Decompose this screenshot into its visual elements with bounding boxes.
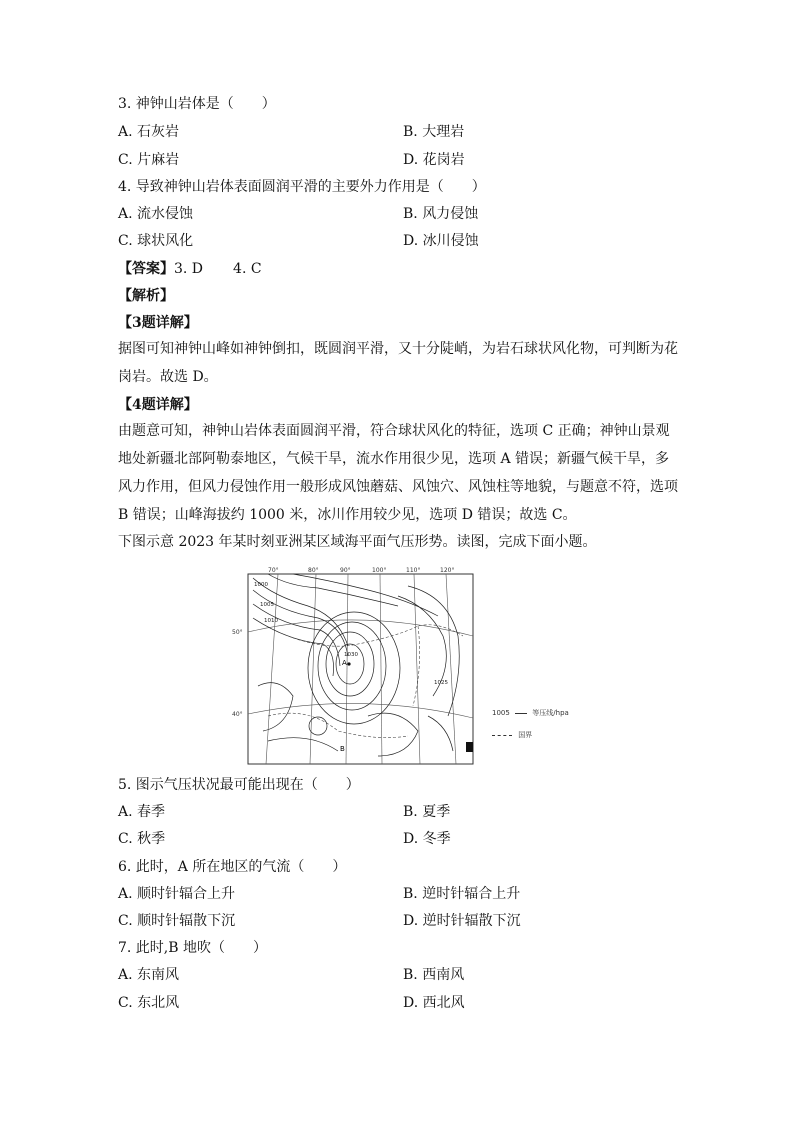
- question-4-stem: 4. 导致神钟山岩体表面圆润平滑的主要外力作用是（ ）: [118, 179, 486, 195]
- q5-option-c[interactable]: C. 秋季: [118, 831, 166, 847]
- legend-isobar-sample: 1005: [492, 709, 510, 717]
- q6-option-b[interactable]: B. 逆时针辐合上升: [403, 886, 521, 902]
- detail-3-label: 【3题详解】: [118, 315, 198, 331]
- detail-4-line: 由题意可知，神钟山岩体表面圆润平滑，符合球状风化的特征，选项 C 正确；神钟山景观: [118, 423, 670, 439]
- isobar-label: 1030: [344, 652, 358, 658]
- lat-label: 50°: [232, 629, 243, 636]
- lon-label: 80°: [308, 567, 319, 574]
- question-6-stem: 6. 此时，A 所在地区的气流（ ）: [118, 859, 347, 875]
- isobar-map: [232, 566, 488, 766]
- q4-option-d[interactable]: D. 冰川侵蚀: [403, 233, 479, 249]
- isobar-label: 1025: [434, 680, 448, 686]
- isobar-label: 1005: [260, 602, 274, 608]
- q6-option-a[interactable]: A. 顺时针辐合上升: [118, 886, 236, 902]
- legend-border-label: 国界: [518, 731, 533, 739]
- detail-4-line: 风力作用，但风力侵蚀作用一般形成风蚀蘑菇、风蚀穴、风蚀柱等地貌，与题意不符，选项: [118, 479, 678, 495]
- detail-4-text: [118, 417, 678, 529]
- answer-4: 4. C: [233, 261, 262, 277]
- detail-3-text: [118, 335, 678, 391]
- detail-4-line: B 错误；山峰海拔约 1000 米，冰川作用较少见，选项 D 错误；故选 C。: [118, 507, 577, 523]
- answer-label: 【答案】: [118, 261, 174, 277]
- map-corner-mark: [466, 742, 473, 752]
- q5-option-a[interactable]: A. 春季: [118, 804, 166, 820]
- q3-option-b[interactable]: B. 大理岩: [403, 124, 465, 140]
- map-intro: 下图示意 2023 年某时刻亚洲某区域海平面气压形势。读图，完成下面小题。: [118, 534, 597, 550]
- point-a-label: A: [342, 659, 347, 667]
- lon-label: 90°: [340, 567, 351, 574]
- q7-option-a[interactable]: A. 东南风: [118, 967, 180, 983]
- question-5-stem: 5. 图示气压状况最可能出现在（ ）: [118, 777, 360, 793]
- lon-label: 120°: [440, 567, 455, 574]
- q3-option-d[interactable]: D. 花岗岩: [403, 152, 465, 168]
- q7-option-d[interactable]: D. 西北风: [403, 995, 465, 1011]
- question-7-stem: 7. 此时,B 地吹（ ）: [118, 940, 267, 956]
- isobar-label: 1010: [264, 618, 278, 624]
- detail-4-label: 【4题详解】: [118, 397, 198, 413]
- analysis-label: 【解析】: [118, 288, 174, 304]
- q7-option-b[interactable]: B. 西南风: [403, 967, 465, 983]
- legend-isobar-label: 等压线/hpa: [532, 709, 569, 717]
- lon-label: 100°: [372, 567, 387, 574]
- q6-option-c[interactable]: C. 顺时针辐散下沉: [118, 913, 236, 929]
- lon-label: 70°: [268, 567, 279, 574]
- answer-3: 3. D: [174, 261, 204, 277]
- lon-label: 110°: [406, 567, 421, 574]
- legend-border: [492, 730, 532, 740]
- detail-3-line: 据图可知神钟山峰如神钟倒扣，既圆润平滑，又十分陡峭，为岩石球状风化物，可判断为花: [118, 341, 678, 357]
- question-3-stem: 3. 神钟山岩体是（ ）: [118, 96, 276, 112]
- detail-4-line: 地处新疆北部阿勒泰地区，气候干旱，流水作用很少见，选项 A 错误；新疆气候干旱，多: [118, 451, 670, 467]
- lat-label: 40°: [232, 711, 243, 718]
- point-b-label: B: [340, 745, 345, 753]
- detail-3-line: 岗岩。故选 D。: [118, 369, 218, 385]
- q4-option-b[interactable]: B. 风力侵蚀: [403, 206, 479, 222]
- q7-option-c[interactable]: C. 东北风: [118, 995, 180, 1011]
- legend-isobar: [492, 708, 569, 718]
- lon-labels: [268, 567, 454, 574]
- answer-line: [118, 259, 262, 279]
- point-a-marker: [347, 662, 350, 665]
- q5-option-b[interactable]: B. 夏季: [403, 804, 451, 820]
- q3-option-a[interactable]: A. 石灰岩: [118, 124, 180, 140]
- lat-labels: [232, 629, 243, 718]
- q6-option-d[interactable]: D. 逆时针辐散下沉: [403, 913, 521, 929]
- q4-option-a[interactable]: A. 流水侵蚀: [118, 206, 194, 222]
- q4-option-c[interactable]: C. 球状风化: [118, 233, 194, 249]
- q5-option-d[interactable]: D. 冬季: [403, 831, 451, 847]
- q3-option-c[interactable]: C. 片麻岩: [118, 152, 180, 168]
- isobar-label: 1000: [254, 582, 268, 588]
